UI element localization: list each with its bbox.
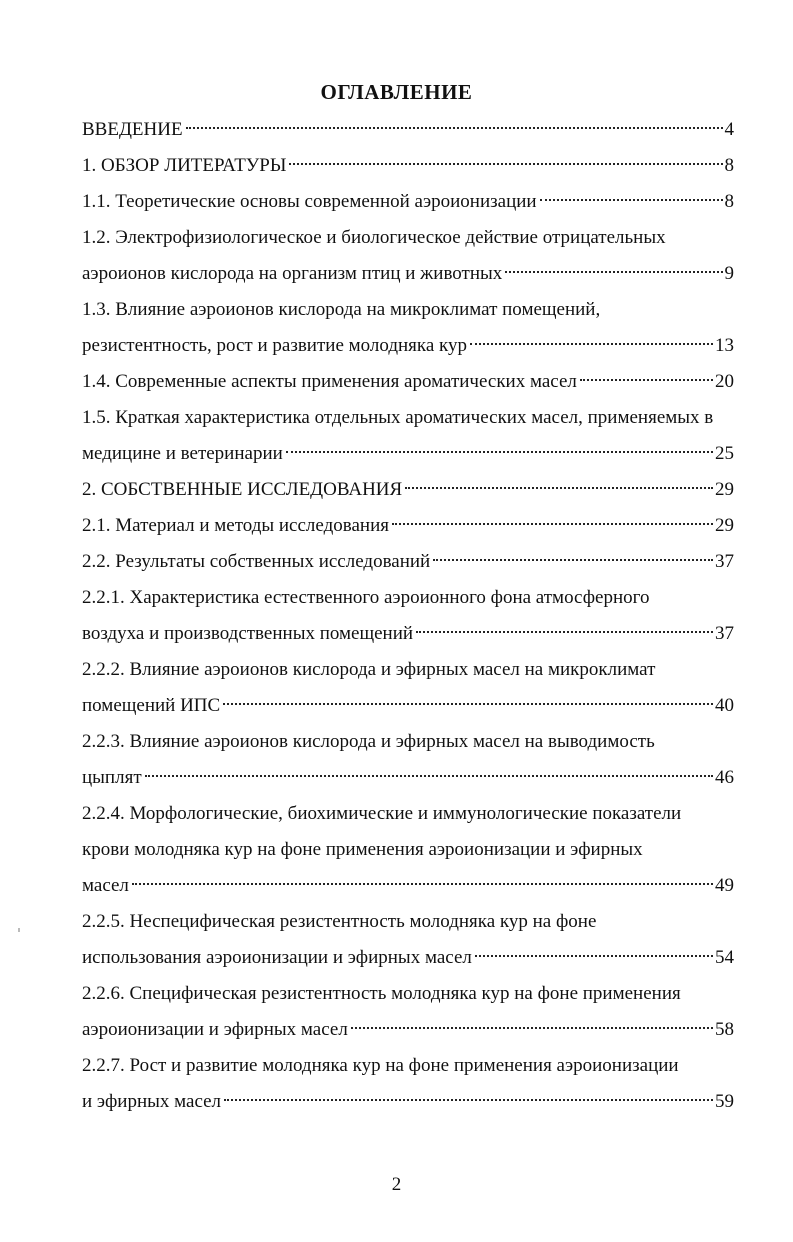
toc-entry-line — [82, 976, 734, 1012]
toc-entry-text: 2.1. Материал и методы исследования — [82, 515, 389, 536]
toc-entry-text: 2. СОБСТВЕННЫЕ ИССЛЕДОВАНИЯ — [82, 479, 403, 500]
toc-page-number: 29 — [715, 515, 734, 536]
dot-leader — [351, 1027, 713, 1029]
toc-entry-line — [82, 1012, 734, 1048]
dot-leader — [223, 703, 713, 705]
toc-entry-line — [82, 1048, 734, 1084]
toc-entry-text: 2.2.5. Неспецифическая резистентность молодняка кур на фоне — [82, 911, 597, 932]
toc-page-number: 59 — [715, 1091, 734, 1112]
dot-leader — [416, 631, 713, 633]
toc-page-number: 29 — [715, 479, 734, 500]
toc-page-number: 13 — [715, 335, 734, 356]
toc-entry-line — [82, 148, 734, 184]
toc-entry-text: 1.3. Влияние аэроионов кислорода на микроклимат помещений, — [82, 299, 601, 320]
toc-page-number: 58 — [715, 1019, 734, 1040]
toc-page-number: 37 — [715, 623, 734, 644]
toc-entry-line — [82, 364, 734, 400]
toc-entry-line — [82, 616, 734, 652]
dot-leader — [540, 199, 723, 201]
dot-leader — [132, 883, 713, 885]
toc-entry-line — [82, 292, 734, 328]
toc-entry-line — [82, 508, 734, 544]
toc-entry-line — [82, 904, 734, 940]
toc-entry-line — [82, 796, 734, 832]
toc-entry-line — [82, 652, 734, 688]
toc-entry-text: 1.5. Краткая характеристика отдельных ароматических масел, применяемых в — [82, 407, 714, 428]
toc-page-number: 8 — [724, 155, 734, 176]
toc-entry-text: 2.2.4. Морфологические, биохимические и иммунологические показатели — [82, 803, 682, 824]
dot-leader — [145, 775, 713, 777]
toc-entry-text: цыплят — [82, 767, 142, 788]
toc-page-number: 8 — [724, 191, 734, 212]
dot-leader — [392, 523, 713, 525]
toc-entry-line — [82, 832, 734, 868]
toc-entry-line — [82, 220, 734, 256]
toc-entry-text: 2.2.7. Рост и развитие молодняка кур на фоне применения аэроионизации — [82, 1055, 679, 1076]
toc-entry-line — [82, 256, 734, 292]
toc-entry-text: ВВЕДЕНИЕ — [82, 119, 183, 140]
toc-entry-line — [82, 868, 734, 904]
toc-entry-text: аэроионизации и эфирных масел — [82, 1019, 348, 1040]
toc-entry-text: использования аэроионизации и эфирных масел — [82, 947, 472, 968]
toc-entry-text: 2.2.2. Влияние аэроионов кислорода и эфирных масел на микроклимат — [82, 659, 656, 680]
toc-page-number: 37 — [715, 551, 734, 572]
toc-page-number: 9 — [724, 263, 734, 284]
toc-entry-line — [82, 1084, 734, 1120]
dot-leader — [286, 451, 713, 453]
toc-heading: ОГЛАВЛЕНИЕ — [320, 80, 473, 104]
toc-entry-text: 2.2.6. Специфическая резистентность молодняка кур на фоне применения — [82, 983, 681, 1004]
toc-entry-line — [82, 400, 734, 436]
toc-entry-line — [82, 724, 734, 760]
toc-entry-line — [82, 328, 734, 364]
dot-leader — [224, 1099, 713, 1101]
dot-leader — [475, 955, 713, 957]
toc-entry-text: 2.2. Результаты собственных исследований — [82, 551, 431, 572]
toc-entry-text: резистентность, рост и развитие молодняка кур — [82, 335, 468, 356]
toc-page-number: 4 — [724, 119, 734, 140]
dot-leader — [186, 127, 723, 129]
table-of-contents — [82, 112, 734, 1120]
toc-entry-line — [82, 112, 734, 148]
toc-entry-line — [82, 688, 734, 724]
toc-entry-text: 1.1. Теоретические основы современной аэроионизации — [82, 191, 537, 212]
toc-entry-text: 2.2.1. Характеристика естественного аэроионного фона атмосферного — [82, 587, 650, 608]
toc-entry-line — [82, 436, 734, 472]
toc-page-number: 49 — [715, 875, 734, 896]
toc-entry-text: медицине и ветеринарии — [82, 443, 283, 464]
toc-entry-line — [82, 544, 734, 580]
toc-entry-line — [82, 184, 734, 220]
toc-entry-text: 2.2.3. Влияние аэроионов кислорода и эфирных масел на выводимость — [82, 731, 655, 752]
toc-entry-text: 1. ОБЗОР ЛИТЕРАТУРЫ — [82, 155, 287, 176]
toc-entry-text: крови молодняка кур на фоне применения аэроионизации и эфирных — [82, 839, 643, 860]
toc-entry-text: воздуха и производственных помещений — [82, 623, 414, 644]
dot-leader — [405, 487, 713, 489]
toc-page-number: 46 — [715, 767, 734, 788]
toc-page-number: 25 — [715, 443, 734, 464]
toc-entry-line — [82, 580, 734, 616]
toc-entry-text: 1.4. Современные аспекты применения ароматических масел — [82, 371, 577, 392]
dot-leader — [289, 163, 722, 165]
dot-leader — [505, 271, 722, 273]
toc-entry-text: и эфирных масел — [82, 1091, 222, 1112]
scan-artifact — [18, 928, 20, 932]
toc-entry-text: 1.2. Электрофизиологическое и биологическое действие отрицательных — [82, 227, 666, 248]
toc-entry-text: помещений ИПС — [82, 695, 221, 716]
toc-page-number: 40 — [715, 695, 734, 716]
dot-leader — [580, 379, 713, 381]
toc-page-number: 20 — [715, 371, 734, 392]
toc-entry-line — [82, 760, 734, 796]
dot-leader — [470, 343, 713, 345]
toc-entry-line — [82, 940, 734, 976]
page-number: 2 — [391, 1174, 402, 1195]
toc-entry-text: аэроионов кислорода на организм птиц и животных — [82, 263, 503, 284]
toc-entry-line — [82, 472, 734, 508]
dot-leader — [433, 559, 713, 561]
toc-page-number: 54 — [715, 947, 734, 968]
toc-entry-text: масел — [82, 875, 129, 896]
